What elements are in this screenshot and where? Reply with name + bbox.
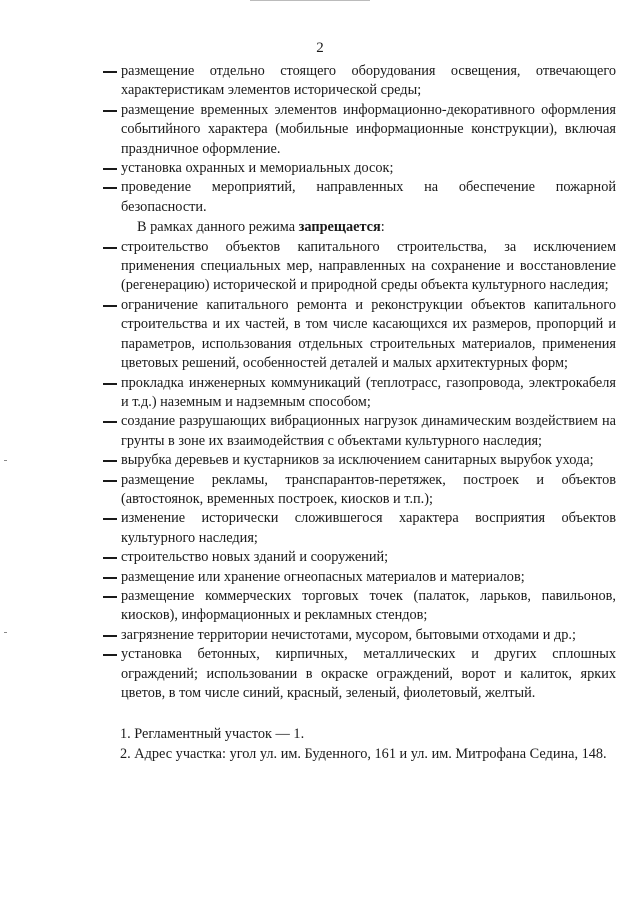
list-item [100, 626, 616, 645]
list-item [100, 62, 616, 101]
list-item [100, 101, 616, 159]
list-item-text: прокладка инженерных коммуникаций (теплотрасс, газопровода, электрокабеля и т.д.) наземным и надземным способом; [121, 374, 616, 410]
list-item [100, 374, 616, 413]
dash-bullet-icon [103, 247, 117, 249]
dash-bullet-icon [103, 596, 117, 598]
dash-bullet-icon [103, 480, 117, 482]
list-item [100, 471, 616, 510]
footer-line-1: 1. Регламентный участок — 1. [120, 726, 305, 743]
list-item-text: вырубка деревьев и кустарников за исключением санитарных вырубок ухода; [121, 452, 594, 469]
list-item [100, 451, 616, 470]
list-item [100, 509, 616, 548]
intro-bold-word: запрещается [298, 219, 381, 236]
dash-bullet-icon [103, 557, 117, 559]
dash-bullet-icon [103, 168, 117, 170]
dash-bullet-icon [103, 460, 117, 462]
dash-bullet-icon [103, 110, 117, 112]
list-item-text: размещение коммерческих торговых точек (палаток, ларьков, павильонов, киосков), информационных и рекламных стендов; [121, 587, 616, 624]
list-item [100, 568, 616, 587]
list-item [100, 178, 616, 217]
dash-bullet-icon [103, 654, 117, 656]
dash-bullet-icon [103, 187, 117, 189]
dash-bullet-icon [103, 518, 117, 520]
list-item [100, 548, 616, 567]
list-item-text: строительство новых зданий и сооружений; [121, 549, 389, 566]
list-item-text: проведение мероприятий, направленных на обеспечение пожарной безопасности. [121, 179, 616, 215]
prohibited-list [100, 238, 616, 704]
list-item [100, 587, 616, 626]
list-item-text: размещение или хранение огнеопасных материалов и материалов; [121, 568, 525, 585]
list-item [100, 296, 616, 374]
list-item [100, 412, 616, 451]
dash-bullet-icon [103, 635, 117, 637]
intro-tail: : [380, 219, 385, 236]
document-body [100, 62, 616, 764]
dash-bullet-icon [103, 305, 117, 307]
prohibition-intro [100, 218, 616, 237]
list-item-text: изменение исторически сложившегося характера восприятия объектов культурного наследия; [121, 510, 616, 546]
list-item-text: установка бетонных, кирпичных, металлических и других сплошных ограждений; использовании в окраске ограждений, ворот и калиток, ярких цветов, в том числе синий, красный, зеленый, фиолетовый, желтый. [121, 646, 616, 701]
list-item-text: создание разрушающих вибрационных нагрузок динамическим воздействием на грунты в зоне их взаимодействия с объектами культурного наследия; [121, 413, 616, 449]
margin-mark [4, 460, 7, 461]
list-item-text: ограничение капитального ремонта и реконструкции объектов капитального строительства и их частей, в том числе касающихся их размеров, пропорций и параметров, использования отдельных строительных материалов, применения цветовых решений, особенностей деталей и малых архитектурных форм; [121, 296, 616, 372]
margin-mark [4, 632, 7, 633]
footer-line-2: 2. Адрес участка: угол ул. им. Буденного, 161 и ул. им. Митрофана Седина, 148. [120, 745, 607, 762]
scan-edge-line [250, 0, 370, 1]
list-item-text: размещение временных элементов информационно-декоративного оформления событийного характера (мобильные информационные конструкции), включая праздничное оформление. [121, 101, 616, 157]
dash-bullet-icon [103, 421, 117, 423]
list-item [100, 238, 616, 296]
list-item [100, 159, 616, 178]
dash-bullet-icon [103, 71, 117, 73]
list-item-text: загрязнение территории нечистотами, мусором, бытовыми отходами и др.; [121, 626, 576, 643]
list-item-text: строительство объектов капитального строительства, за исключением применения специальных мер, направленных на сохранение и восстановление (регенерацию) исторической и природной среды объекта культурного наследия; [121, 238, 616, 294]
intro-text: В рамках данного режима [137, 219, 299, 236]
list-item-text: установка охранных и мемориальных досок; [121, 160, 394, 177]
dash-bullet-icon [103, 383, 117, 385]
list-item-text: размещение рекламы, транспарантов-перетяжек, построек и объектов (автостоянок, временных построек, киосков и т.п.); [121, 471, 616, 507]
dash-bullet-icon [103, 577, 117, 579]
footer-block [100, 725, 616, 764]
list-item [100, 645, 616, 703]
permitted-list [100, 62, 616, 217]
page-number: 2 [316, 40, 324, 56]
list-item-text: размещение отдельно стоящего оборудования освещения, отвечающего характеристикам элементов исторической среды; [121, 63, 616, 99]
